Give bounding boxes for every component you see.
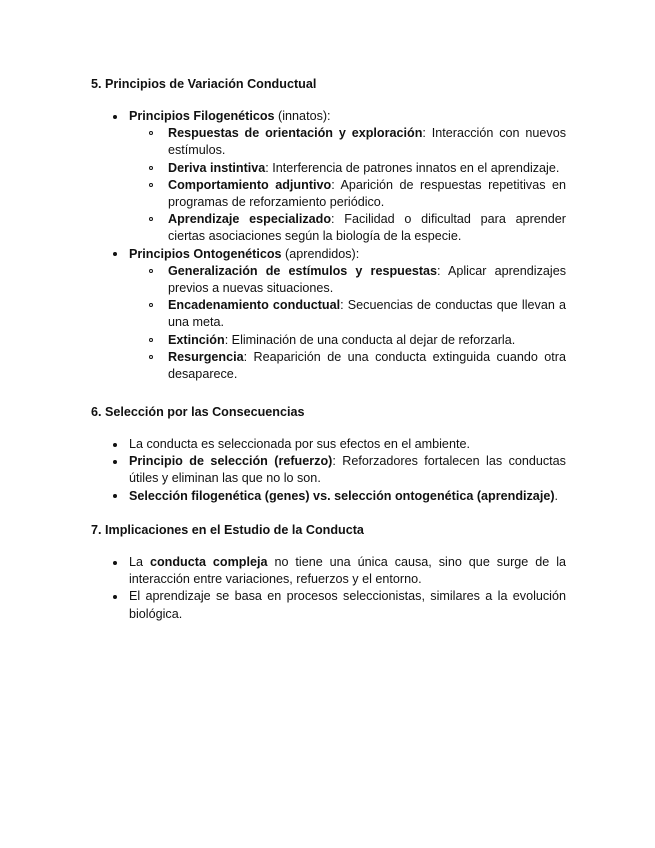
bullet-list [91,436,566,505]
term: Selección filogenética (genes) vs. selección ontogenética (aprendizaje) [129,488,555,503]
list-item [91,554,566,588]
section-heading: 5. Principios de Variación Conductual [91,77,317,91]
sub-list-item [91,125,566,159]
section-heading: 6. Selección por las Consecuencias [91,405,305,419]
term: Respuestas de orientación y exploración [168,126,423,141]
sub-list-item [91,160,566,177]
item-text: : Interacción con nuevos estímulos. [168,126,566,158]
sub-list-item [91,177,566,211]
item-text: (innatos): [274,109,331,123]
section-5 [91,76,566,383]
term: Principio de selección (refuerzo) [129,454,333,469]
item-prefix: La [129,555,150,569]
item-text: : Aplicar aprendizajes previos a nuevas situaciones. [168,263,566,296]
list-item [91,246,566,263]
item-text: : Reforzadores fortalecen las conductas útiles y eliminan las que no lo son. [129,454,566,486]
term: Extinción [168,332,225,347]
sub-list-item [91,211,566,245]
item-text: : Interferencia de patrones innatos en el aprendizaje. [265,160,560,175]
term: Principios Ontogenéticos [129,246,282,261]
item-text: : Eliminación de una conducta al dejar de reforzarla. [224,332,516,347]
item-text: no tiene una única causa, sino que surge de la interacción entre variaciones, refuerzos y el entorno. [129,555,566,587]
bullet-list [91,554,566,623]
section-7 [91,522,566,623]
section-6 [91,404,566,505]
item-text: El aprendizaje se basa en procesos seleccionistas, similares a la evolución biológica. [129,589,566,621]
list-item [91,588,566,622]
item-text: La conducta es seleccionada por sus efectos en el ambiente. [129,437,470,451]
item-text: : Facilidad o dificultad para aprender ciertas asociaciones según la biología de la especie. [168,212,566,244]
term: Principios Filogenéticos [129,109,275,123]
sub-list-item [91,349,566,383]
term: Comportamiento adjuntivo [168,177,332,192]
list-item [91,108,566,125]
term: Generalización de estímulos y respuestas [168,263,438,278]
item-text: : Aparición de respuestas repetitivas en programas de reforzamiento periódico. [168,177,566,210]
item-text: . [554,488,559,503]
term: Aprendizaje especializado [168,212,332,227]
item-text: : Reaparición de una conducta extinguida cuando otra desaparece. [168,349,566,382]
list-item [91,436,566,453]
sub-list-item [91,263,566,297]
list-item [91,453,566,487]
list-item [91,488,566,505]
item-text: (aprendidos): [281,246,360,261]
term: conducta compleja [149,555,268,569]
term: Resurgencia [168,349,244,364]
sub-list-item [91,297,566,331]
section-heading: 7. Implicaciones en el Estudio de la Conducta [91,523,364,537]
term: Encadenamiento conductual [168,298,341,313]
item-text: : Secuencias de conductas que llevan a una meta. [168,298,566,330]
sub-list-item [91,332,566,349]
term: Deriva instintiva [168,160,266,175]
bullet-list [91,108,566,383]
